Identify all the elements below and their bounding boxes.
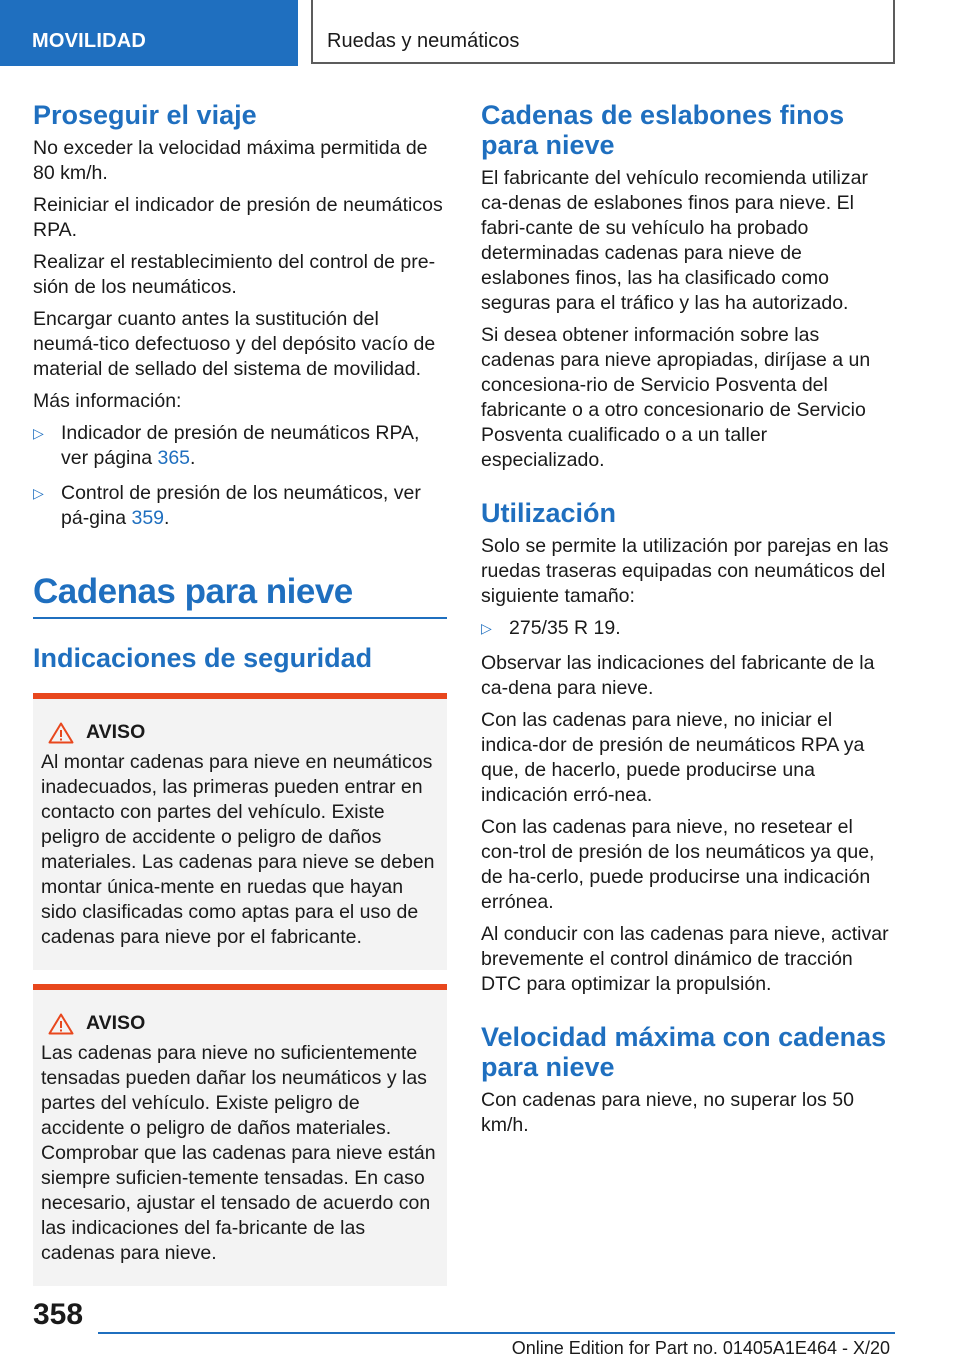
heading-velocidad: Velocidad máxima con cadenas para nieve <box>481 1022 887 1082</box>
chapter-label: Ruedas y neumáticos <box>311 0 895 64</box>
heading-proseguir: Proseguir el viaje <box>33 100 257 130</box>
triangle-bullet-icon: ▷ <box>481 620 492 636</box>
paragraph: Solo se permite la utilización por parejas en las ruedas traseras equipadas con neumáticos del siguiente tamaño: <box>481 535 889 607</box>
paragraph: Si desea obtener información sobre las cadenas para nieve apropiadas, diríjase a un concesiona‐rio de Servicio Posventa del fabricante o a otro concesionario de Servicio Posventa cualificado o a un taller especializado. <box>481 324 871 471</box>
left-column <box>33 100 447 1286</box>
paragraph: Al conducir con las cadenas para nieve, activar brevemente el control dinámico de tracción DTC para optimizar la propulsión. <box>481 923 889 995</box>
paragraph: Realizar el restablecimiento del control de pre‐sión de los neumáticos. <box>33 251 436 298</box>
heading-utilizacion: Utilización <box>481 498 617 528</box>
page-link-365[interactable]: 365 <box>157 447 191 469</box>
warning-title: AVISO <box>86 1012 146 1034</box>
page-header <box>0 0 960 66</box>
more-info-list <box>33 421 447 531</box>
paragraph: Con las cadenas para nieve, no iniciar el indica‐dor de presión de neumáticos RPA ya que, de hacerlo, puede producirse una indicación erró‐nea. <box>481 709 865 806</box>
warning-box-1 <box>33 693 447 970</box>
page-number: 358 <box>33 1298 84 1331</box>
edition-note: Online Edition for Part no. 01405A1E464 - X/20 <box>511 1338 890 1358</box>
paragraph: Con cadenas para nieve, no superar los 50 km/h. <box>481 1089 854 1136</box>
page-link-359[interactable]: 359 <box>131 507 165 529</box>
footer-divider <box>98 1332 895 1334</box>
paragraph: El fabricante del vehículo recomienda utilizar ca‐denas de eslabones finos para nieve. El fabri‐cante de su vehículo ha probado determinadas cadenas para nieve de eslabones finos, las ha clasificado como seguras para el tráfico y las ha autorizado. <box>481 167 868 314</box>
triangle-bullet-icon: ▷ <box>33 485 44 501</box>
heading-eslabones: Cadenas de eslabones finos para nieve <box>481 100 845 160</box>
warning-triangle-icon <box>48 722 74 744</box>
list-item: ▷ 275/35 R 19. <box>481 617 621 639</box>
paragraph: Reiniciar el indicador de presión de neumáticos RPA. <box>33 194 443 241</box>
more-info-label: Más información: <box>33 390 182 412</box>
tire-size-list <box>481 616 895 641</box>
right-column <box>481 100 895 1145</box>
paragraph: Encargar cuanto antes la sustitución del neumá‐tico defectuoso y del depósito vacío de material de sellado del sistema de movilidad. <box>33 308 436 380</box>
section-label: MOVILIDAD <box>0 0 298 66</box>
warning-title: AVISO <box>86 721 146 743</box>
list-item: ▷ Indicador de presión de neumáticos RPA, ver página 365. <box>33 422 420 469</box>
paragraph: Observar las indicaciones del fabricante de la ca‐dena para nieve. <box>481 652 875 699</box>
paragraph: No exceder la velocidad máxima permitida de 80 km/h. <box>33 137 428 184</box>
warning-triangle-icon <box>48 1013 74 1035</box>
triangle-bullet-icon: ▷ <box>33 425 44 441</box>
warning-box-2 <box>33 984 447 1286</box>
heading-cadenas: Cadenas para nieve <box>33 571 447 619</box>
heading-seguridad: Indicaciones de seguridad <box>33 643 373 673</box>
paragraph: Con las cadenas para nieve, no resetear el con‐trol de presión de los neumáticos ya que, de ha‐cerlo, puede producirse una indicación errónea. <box>481 816 875 913</box>
warning-text: Al montar cadenas para nieve en neumáticos inadecuados, las primeras pueden entrar en contacto con partes del vehículo. Existe peligro de accidente o peligro de daños materiales. Las cadenas para nieve se deben montar única‐mente en ruedas que hayan sido clasificadas como aptas para el uso de cadenas para nieve por el fabricante. <box>41 751 435 948</box>
list-item: ▷ Control de presión de los neumáticos, ver pá‐gina 359. <box>33 482 421 529</box>
warning-text: Las cadenas para nieve no suficientemente tensadas pueden dañar los neumáticos y las partes del vehículo. Existe peligro de accidente o peligro de daños materiales. Comprobar que las cadenas para nieve están siempre suficien‐temente tensadas. En caso necesario, ajustar el tensado de acuerdo con las indicaciones del fa‐bricante de las cadenas para nieve. <box>41 1042 436 1264</box>
